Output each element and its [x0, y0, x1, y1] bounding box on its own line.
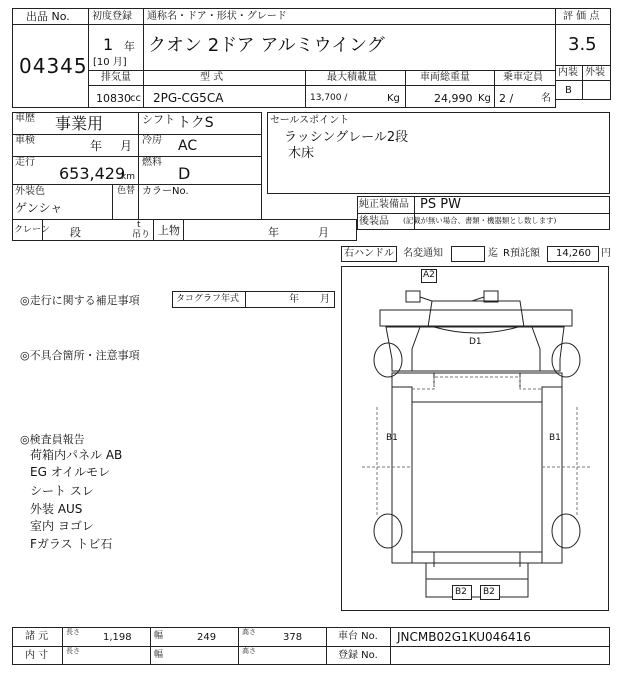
inspection-label: 車検	[15, 135, 35, 146]
lot-label: 出品 No.	[26, 10, 70, 23]
upper-body-label: 上物	[158, 224, 180, 237]
upper-body-month: 月	[318, 226, 329, 239]
shift-value: トクS	[177, 115, 214, 131]
color-label: 外装色	[15, 186, 45, 197]
supplement-label: ◎走行に関する補足事項	[20, 294, 140, 307]
gross-weight-value: 24,990	[434, 92, 473, 105]
fuel-value: D	[178, 164, 191, 183]
capacity-value: 13,700 /	[310, 93, 348, 103]
chassis-number: JNCMB02G1KU046416	[397, 630, 531, 644]
mileage-unit: km	[121, 172, 135, 182]
mark-b1-left: B1	[386, 433, 398, 443]
shift-label: シフト	[142, 113, 175, 126]
length-value: 1,198	[103, 632, 132, 643]
genuine-equipment-label: 純正装備品	[359, 199, 409, 210]
crane-hoist: 吊り	[132, 230, 151, 240]
score-value: 3.5	[568, 34, 597, 55]
mark-b1-right: B1	[549, 433, 561, 443]
first-reg-month: [10 月]	[93, 57, 127, 68]
gross-weight-unit: Kg	[478, 93, 491, 104]
defects-label: ◎不具合箇所・注意事項	[20, 349, 140, 362]
tachograph-year: 年	[289, 294, 299, 305]
recycle-value: 14,260	[556, 248, 591, 259]
recycle-label: R預託額	[503, 248, 540, 259]
yen-unit: 円	[601, 248, 611, 259]
color-code-label: カラーNo.	[142, 186, 189, 197]
score-label: 評 価 点	[563, 11, 600, 22]
inspector-line-4: 外装 AUS	[30, 502, 83, 516]
lot-number: 04345	[19, 54, 88, 78]
sales-points-label: セールスポイント	[270, 115, 350, 126]
mileage-label: 走行	[15, 157, 35, 168]
aftermarket-label: 後装品	[359, 216, 389, 227]
inspector-line-3: シート スレ	[30, 484, 94, 498]
inner-height-label: 高さ	[242, 647, 256, 655]
model-value: 2PG-CG5CA	[153, 91, 224, 105]
deadline-label: 迄	[488, 248, 498, 259]
history-label: 車歴	[15, 113, 35, 124]
upper-body-year: 年	[268, 226, 279, 239]
height-label: 高さ	[242, 628, 256, 636]
inspector-line-5: 室内 ヨゴレ	[30, 519, 94, 533]
capacity-label: 最大積載量	[327, 72, 377, 83]
truck-outline-svg	[342, 267, 610, 612]
genuine-equipment-value: PS PW	[420, 197, 461, 212]
color-value: ゲンシャ	[15, 201, 63, 215]
inspector-line-2: EG オイルモレ	[30, 465, 111, 479]
specs-label: 諸 元	[25, 631, 49, 642]
mark-b2-left: B2	[455, 587, 467, 597]
crane-label: クレーン	[14, 225, 50, 235]
mark-b2-right: B2	[483, 587, 495, 597]
crane-tonnage: t	[137, 220, 141, 230]
displacement-value: 10830	[96, 92, 131, 105]
fuel-label: 燃料	[142, 157, 162, 168]
first-reg-year-unit: 年	[124, 40, 135, 53]
first-reg-year: 1	[103, 35, 114, 54]
inner-width-label: 幅	[154, 650, 164, 660]
inspection-year: 年	[90, 139, 103, 153]
displacement-label: 排気量	[101, 72, 131, 83]
tachograph-label: タコグラフ年式	[176, 294, 240, 304]
sales-point-line-1: ラッシングレール2段	[284, 130, 409, 145]
seats-label: 乗車定員	[503, 72, 543, 83]
name-change-label: 名変通知	[403, 248, 443, 259]
exterior-label: 外装	[585, 67, 605, 78]
gross-weight-label: 車両総重量	[420, 72, 470, 83]
first-reg-label: 初度登録	[92, 11, 132, 22]
cc-unit: cc	[130, 93, 141, 104]
seats-unit: 名	[541, 93, 551, 104]
seats-value: 2 /	[499, 92, 514, 105]
tachograph-month: 月	[320, 294, 330, 305]
sales-point-line-2: 木床	[288, 146, 315, 161]
inspection-month: 月	[120, 139, 133, 153]
mark-d1: D1	[469, 337, 482, 347]
vehicle-name-label: 通称名・ドア・形状・グレード	[147, 11, 287, 22]
width-label: 幅	[154, 631, 164, 641]
interior-value: B	[565, 85, 572, 96]
name-change-box	[451, 246, 485, 262]
ac-label: 冷房	[142, 135, 162, 146]
chassis-label: 車台 No.	[338, 631, 378, 642]
inner-dims-label: 内 寸	[25, 650, 49, 661]
handle-value: 右ハンドル	[344, 248, 394, 259]
width-value: 249	[197, 632, 217, 643]
length-label: 長さ	[66, 628, 80, 636]
vehicle-diagram	[341, 266, 609, 611]
history-value: 事業用	[55, 114, 104, 133]
mark-a2: A2	[423, 270, 435, 280]
registration-label: 登録 No.	[338, 650, 378, 661]
color-change-label: 色替	[117, 186, 136, 196]
mileage-value: 653,429	[59, 164, 126, 183]
crane-stages: 段	[70, 226, 81, 239]
inspector-line-6: Fガラス トビ石	[30, 537, 113, 551]
crane-box	[12, 219, 357, 241]
height-value: 378	[283, 632, 303, 643]
inner-length-label: 長さ	[66, 647, 80, 655]
aftermarket-note: (記載が無い場合、書類・機器類とし数します)	[403, 217, 557, 226]
vehicle-name: クオン 2ドア アルミウイング	[148, 35, 385, 56]
interior-label: 内装	[558, 67, 578, 78]
ac-value: AC	[178, 138, 198, 154]
inspector-label: ◎検査員報告	[20, 433, 85, 446]
capacity-unit: Kg	[387, 93, 400, 104]
model-label: 型 式	[200, 72, 224, 83]
inspector-line-1: 荷箱内パネル AB	[30, 448, 123, 462]
